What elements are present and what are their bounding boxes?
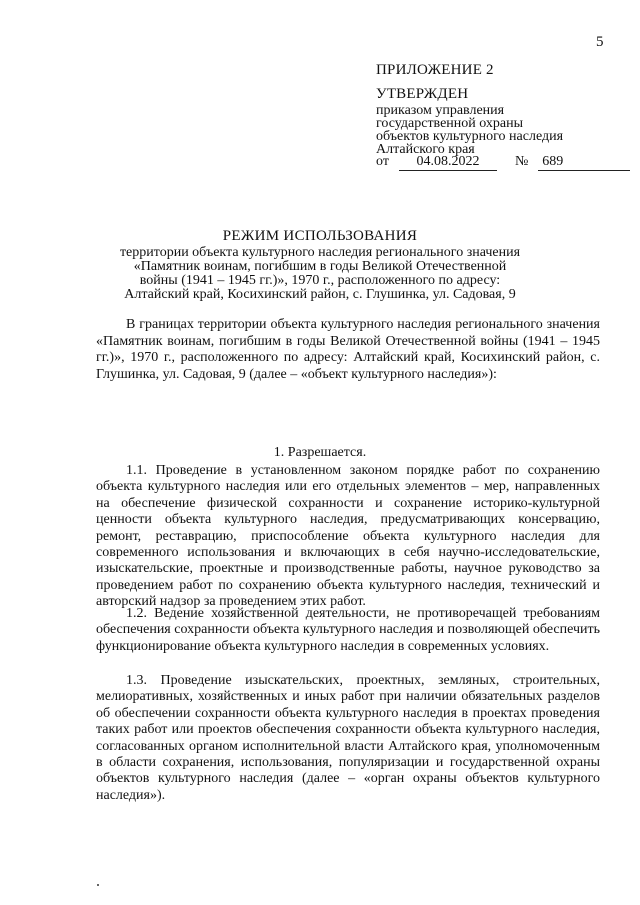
item-1-2: 1.2. Ведение хозяйственной деятельности, не противоречащей требованиям обеспечения сохранности объекта культурного наследия и позволяющей обеспечить функционирование объекта культурного наследия в современных условиях. [96, 606, 600, 654]
approved-label: УТВЕРЖДЕН [376, 86, 469, 102]
order-date: 04.08.2022 [399, 154, 497, 171]
scan-mark [97, 884, 99, 886]
appendix-label: ПРИЛОЖЕНИЕ 2 [376, 62, 494, 78]
subtitle-line: войны (1941 – 1945 гг.)», 1970 г., расположенного по адресу: [139, 273, 501, 288]
number-sign: № [514, 154, 529, 169]
order-date-number [376, 154, 630, 171]
date-prefix: от [376, 154, 389, 169]
section-heading: 1. Разрешается. [273, 445, 367, 460]
order-line: объектов культурного наследия [376, 129, 564, 144]
intro-paragraph: В границах территории объекта культурного наследия регионального значения «Памятник воинам, погибшим в годы Великой Отечественной войны (1941 – 1945 гг.)», 1970 г., расположенного по адресу: Алтайский край, Косихинский район, с. Глушинка, ул. Садовая, 9 (далее – «объект культурного наследия»): [96, 317, 600, 382]
page-number: 5 [596, 34, 604, 50]
order-line: государственной охраны [376, 116, 524, 131]
document-title: РЕЖИМ ИСПОЛЬЗОВАНИЯ [222, 228, 418, 244]
subtitle-line: Алтайский край, Косихинский район, с. Глушинка, ул. Садовая, 9 [124, 287, 516, 302]
order-number: 689 [538, 154, 630, 171]
order-line: Алтайского края [376, 142, 475, 157]
subtitle-line: «Памятник воинам, погибшим в годы Великой Отечественной [133, 259, 507, 274]
subtitle-line: территории объекта культурного наследия регионального значения [119, 245, 521, 260]
order-line: приказом управления [376, 103, 505, 118]
item-1-1: 1.1. Проведение в установленном законом порядке работ по сохранению объекта культурного наследия или его отдельных элементов – мер, направленных на обеспечение физической сохранности и сохранение историко-культурной ценности объекта культурного наследия, предусматривающих консервацию, ремонт, реставрацию, приспособление объекта культурного наследия для современного использования и включающих в себя научно-исследовательские, изыскательские, проектные и производственные работы, научное руководство за проведением работ по сохранению объекта культурного наследия, технический и авторский надзор за проведением этих работ. [96, 463, 600, 610]
item-1-3: 1.3. Проведение изыскательских, проектных, земляных, строительных, мелиоративных, хозяйственных и иных работ при наличии обязательных разделов об обеспечении сохранности объекта культурного наследия в проектах проведения таких работ или проектов обеспечения сохранности объекта культурного наследия, согласованных органом исполнительной власти Алтайского края, уполномоченным в области сохранения, использования, популяризации и государственной охраны объектов культурного наследия (далее – «орган охраны объектов культурного наследия»). [96, 673, 600, 803]
